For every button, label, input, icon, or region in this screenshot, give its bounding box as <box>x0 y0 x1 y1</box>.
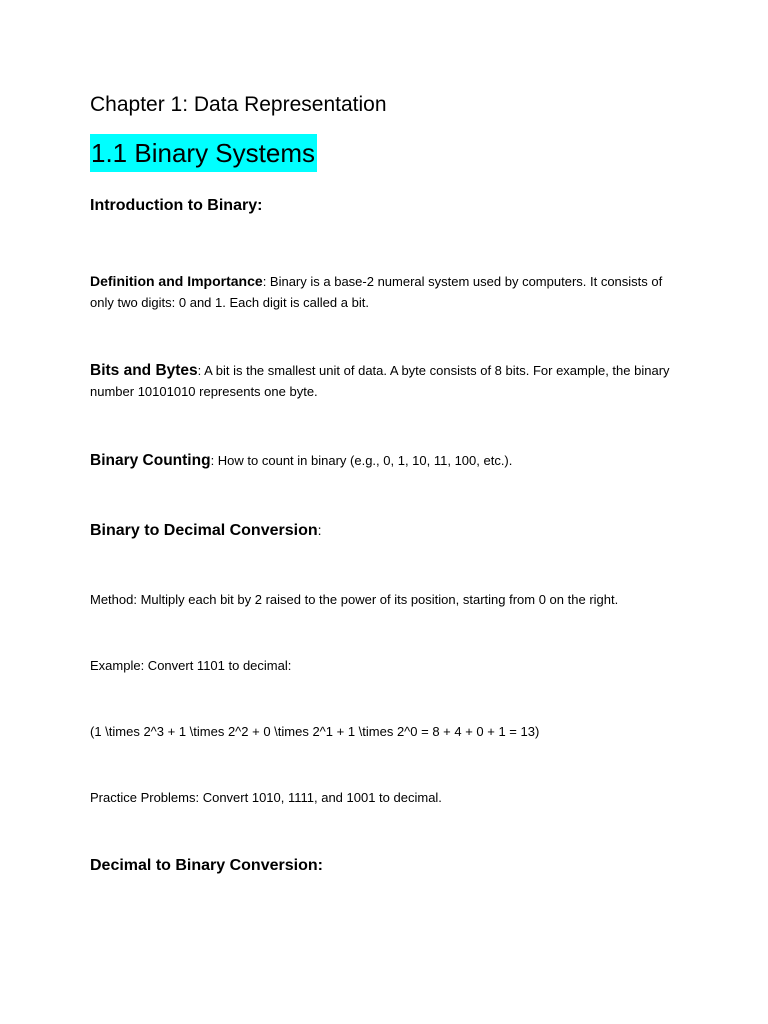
binary-to-decimal-heading <box>90 522 322 540</box>
binary-counting-term: Binary Counting <box>90 452 211 469</box>
bits-bytes-term: Bits and Bytes <box>90 362 198 379</box>
decimal-to-binary-heading: Decimal to Binary Conversion: <box>90 857 323 874</box>
binary-to-decimal-heading-colon: : <box>317 522 322 538</box>
bits-bytes-paragraph <box>90 360 680 402</box>
definition-term: Definition and Importance <box>90 273 263 289</box>
section-title-highlight: 1.1 Binary Systems <box>90 134 317 172</box>
intro-heading: Introduction to Binary: <box>90 197 263 214</box>
definition-text: : Binary is a base-2 numeral system used by computers. It consists of only two digits: 0 and 1. Each digit is called a bit. <box>90 274 663 310</box>
formula-text: (1 \times 2^3 + 1 \times 2^2 + 0 \times 2^1 + 1 \times 2^0 = 8 + 4 + 0 + 1 = 13) <box>90 724 540 739</box>
example-text: Example: Convert 1101 to decimal: <box>90 658 292 673</box>
binary-counting-paragraph <box>90 450 680 471</box>
section-title <box>90 138 317 169</box>
chapter-title: Chapter 1: Data Representation <box>90 93 387 116</box>
binary-to-decimal-heading-text: Binary to Decimal Conversion <box>90 522 318 539</box>
binary-counting-text: : How to count in binary (e.g., 0, 1, 10, 11, 100, etc.). <box>210 453 513 468</box>
bits-bytes-text: : A bit is the smallest unit of data. A byte consists of 8 bits. For example, the binary number 10101010 represents one byte. <box>90 363 670 399</box>
method-text: Method: Multiply each bit by 2 raised to the power of its position, starting from 0 on the right. <box>90 592 619 607</box>
practice-text: Practice Problems: Convert 1010, 1111, and 1001 to decimal. <box>90 790 442 805</box>
definition-paragraph <box>90 271 680 313</box>
